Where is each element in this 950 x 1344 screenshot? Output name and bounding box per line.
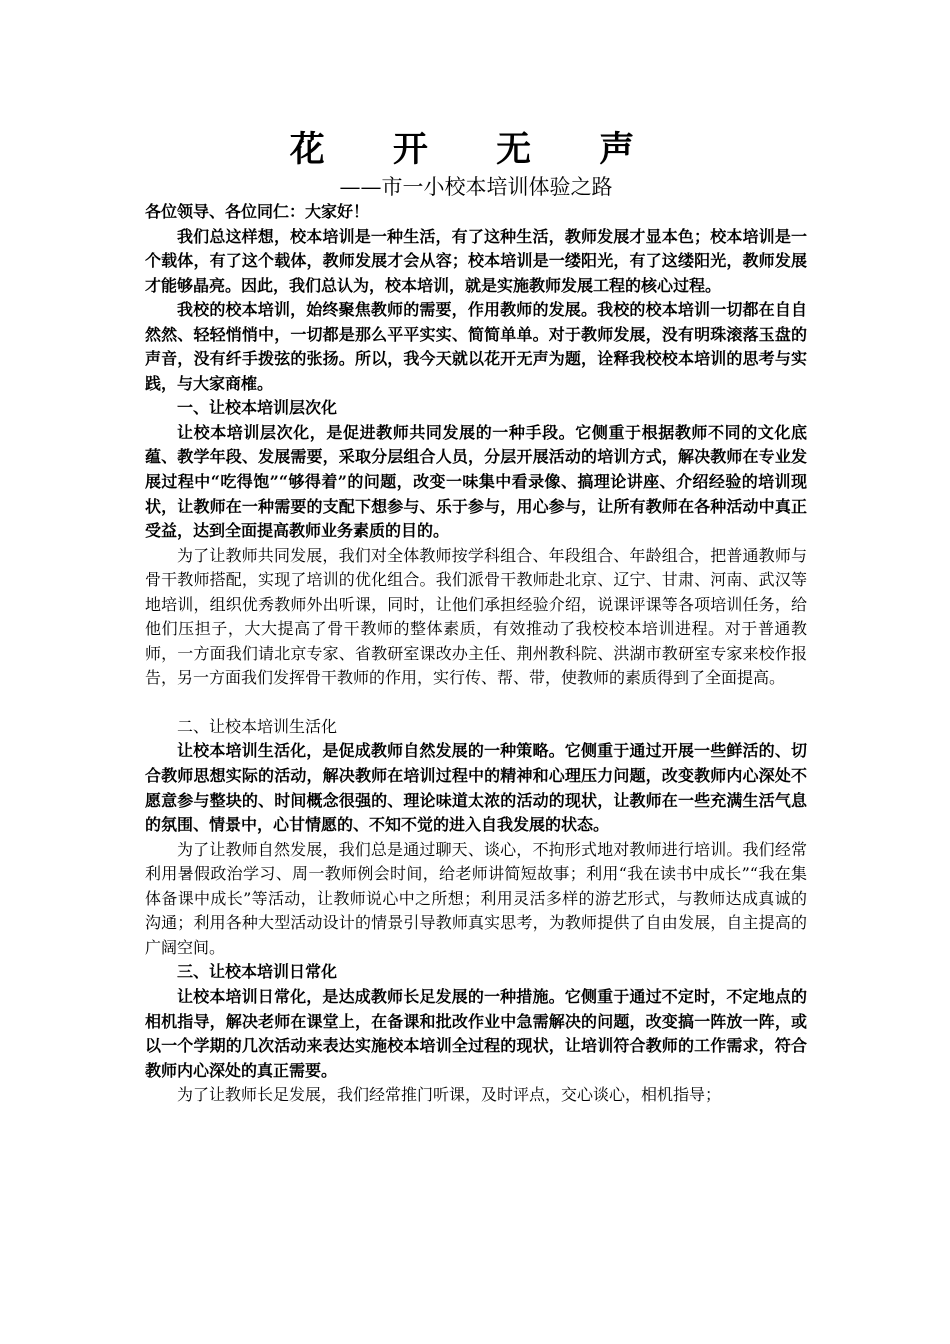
greeting: 各位领导、各位同仁：大家好！ <box>145 202 370 221</box>
document-title: 花 开 无 声 <box>289 129 663 170</box>
section-heading-2: 二、让校本培训生活化 <box>177 716 338 736</box>
section-heading-1: 一、让校本培训层次化 <box>177 398 338 418</box>
section-heading-3: 三、让校本培训日常化 <box>177 962 338 982</box>
section-lead-3: 让校本培训日常化，是达成教师长足发展的一种措施。它侧重于通过不定时，不定地点的相机指导，解决老师在课堂上，在备课和批改作业中急需解决的问题，改变搞一阵放一阵，或以一个学期的几次活动来表达实施校本培训全过程的现状，让培训符合教师的工作需求，符合教师内心深处的真正需要。 <box>145 986 807 1080</box>
section-lead-2: 让校本培训生活化，是促成教师自然发展的一种策略。它侧重于通过开展一些鲜活的、切合教师思想实际的活动，解决教师在培训过程中的精神和心理压力问题，改变教师内心深处不愿意参与整块的、时间概念很强的、理论味道太浓的活动的现状，让教师在一些充满生活气息的氛围、情景中，心甘情愿的、不知不觉的进入自我发展的状态。 <box>145 741 807 835</box>
document-body <box>145 200 807 1108</box>
section-lead-1: 让校本培训层次化，是促进教师共同发展的一种手段。它侧重于根据教师不同的文化底蕴、教学年段、发展需要，采取分层组合人员，分层开展活动的培训方式，解决教师在专业发展过程中“吃得饱”“够得着”的问题，改变一味集中看录像、搞理论讲座、介绍经验的培训现状，让教师在一种需要的支配下想参与、乐于参与，用心参与，让所有教师在各种活动中真正受益，达到全面提高教师业务素质的目的。 <box>145 422 807 541</box>
section-detail-1: 为了让教师共同发展，我们对全体教师按学科组合、年段组合、年龄组合，把普通教师与骨干教师搭配，实现了培训的优化组合。我们派骨干教师赴北京、辽宁、甘肃、河南、武汉等地培训，组织优秀教师外出听课，同时，让他们承担经验介绍，说课评课等各项培训任务，给他们压担子，大大提高了骨干教师的整体素质，有效推动了我校校本培训进程。对于普通教师，一方面我们请北京专家、省教研室课改办主任、荆州教科院、洪湖市教研室专家来校作报告，另一方面我们发挥骨干教师的作用，实行传、帮、带，使教师的素质得到了全面提高。 <box>145 545 807 688</box>
intro-paragraph-2: 我校的校本培训，始终聚焦教师的需要，作用教师的发展。我校的校本培训一切都在自自然然、轻轻悄悄中，一切都是那么平平实实、简简单单。对于教师发展，没有明珠滚落玉盘的声音，没有纤手拨弦的张扬。所以，我今天就以花开无声为题，诠释我校校本培训的思考与实践，与大家商榷。 <box>145 300 807 393</box>
section-detail-3: 为了让教师长足发展，我们经常推门听课，及时评点，交心谈心，相机指导； <box>177 1085 722 1105</box>
intro-paragraph-1: 我们总这样想，校本培训是一种生活，有了这种生活，教师发展才显本色；校本培训是一个载体，有了这个载体，教师发展才会从容；校本培训是一缕阳光，有了这缕阳光，教师发展才能够晶亮。因此，我们总认为，校本培训，就是实施教师发展工程的核心过程。 <box>145 226 807 295</box>
section-detail-2: 为了让教师自然发展，我们总是通过聊天、谈心，不拘形式地对教师进行培训。我们经常利用暑假政治学习、周一教师例会时间，给老师讲简短故事；利用“我在读书中成长”“我在集体备课中成长”等活动，让教师说心中之所想；利用灵活多样的游艺形式，与教师达成真诚的沟通；利用各种大型活动设计的情景引导教师真实思考，为教师提供了自由发展，自主提高的广阔空间。 <box>145 839 807 957</box>
paragraph-gap <box>145 691 807 715</box>
document-subtitle: ——市一小校本培训体验之路 <box>339 175 613 199</box>
